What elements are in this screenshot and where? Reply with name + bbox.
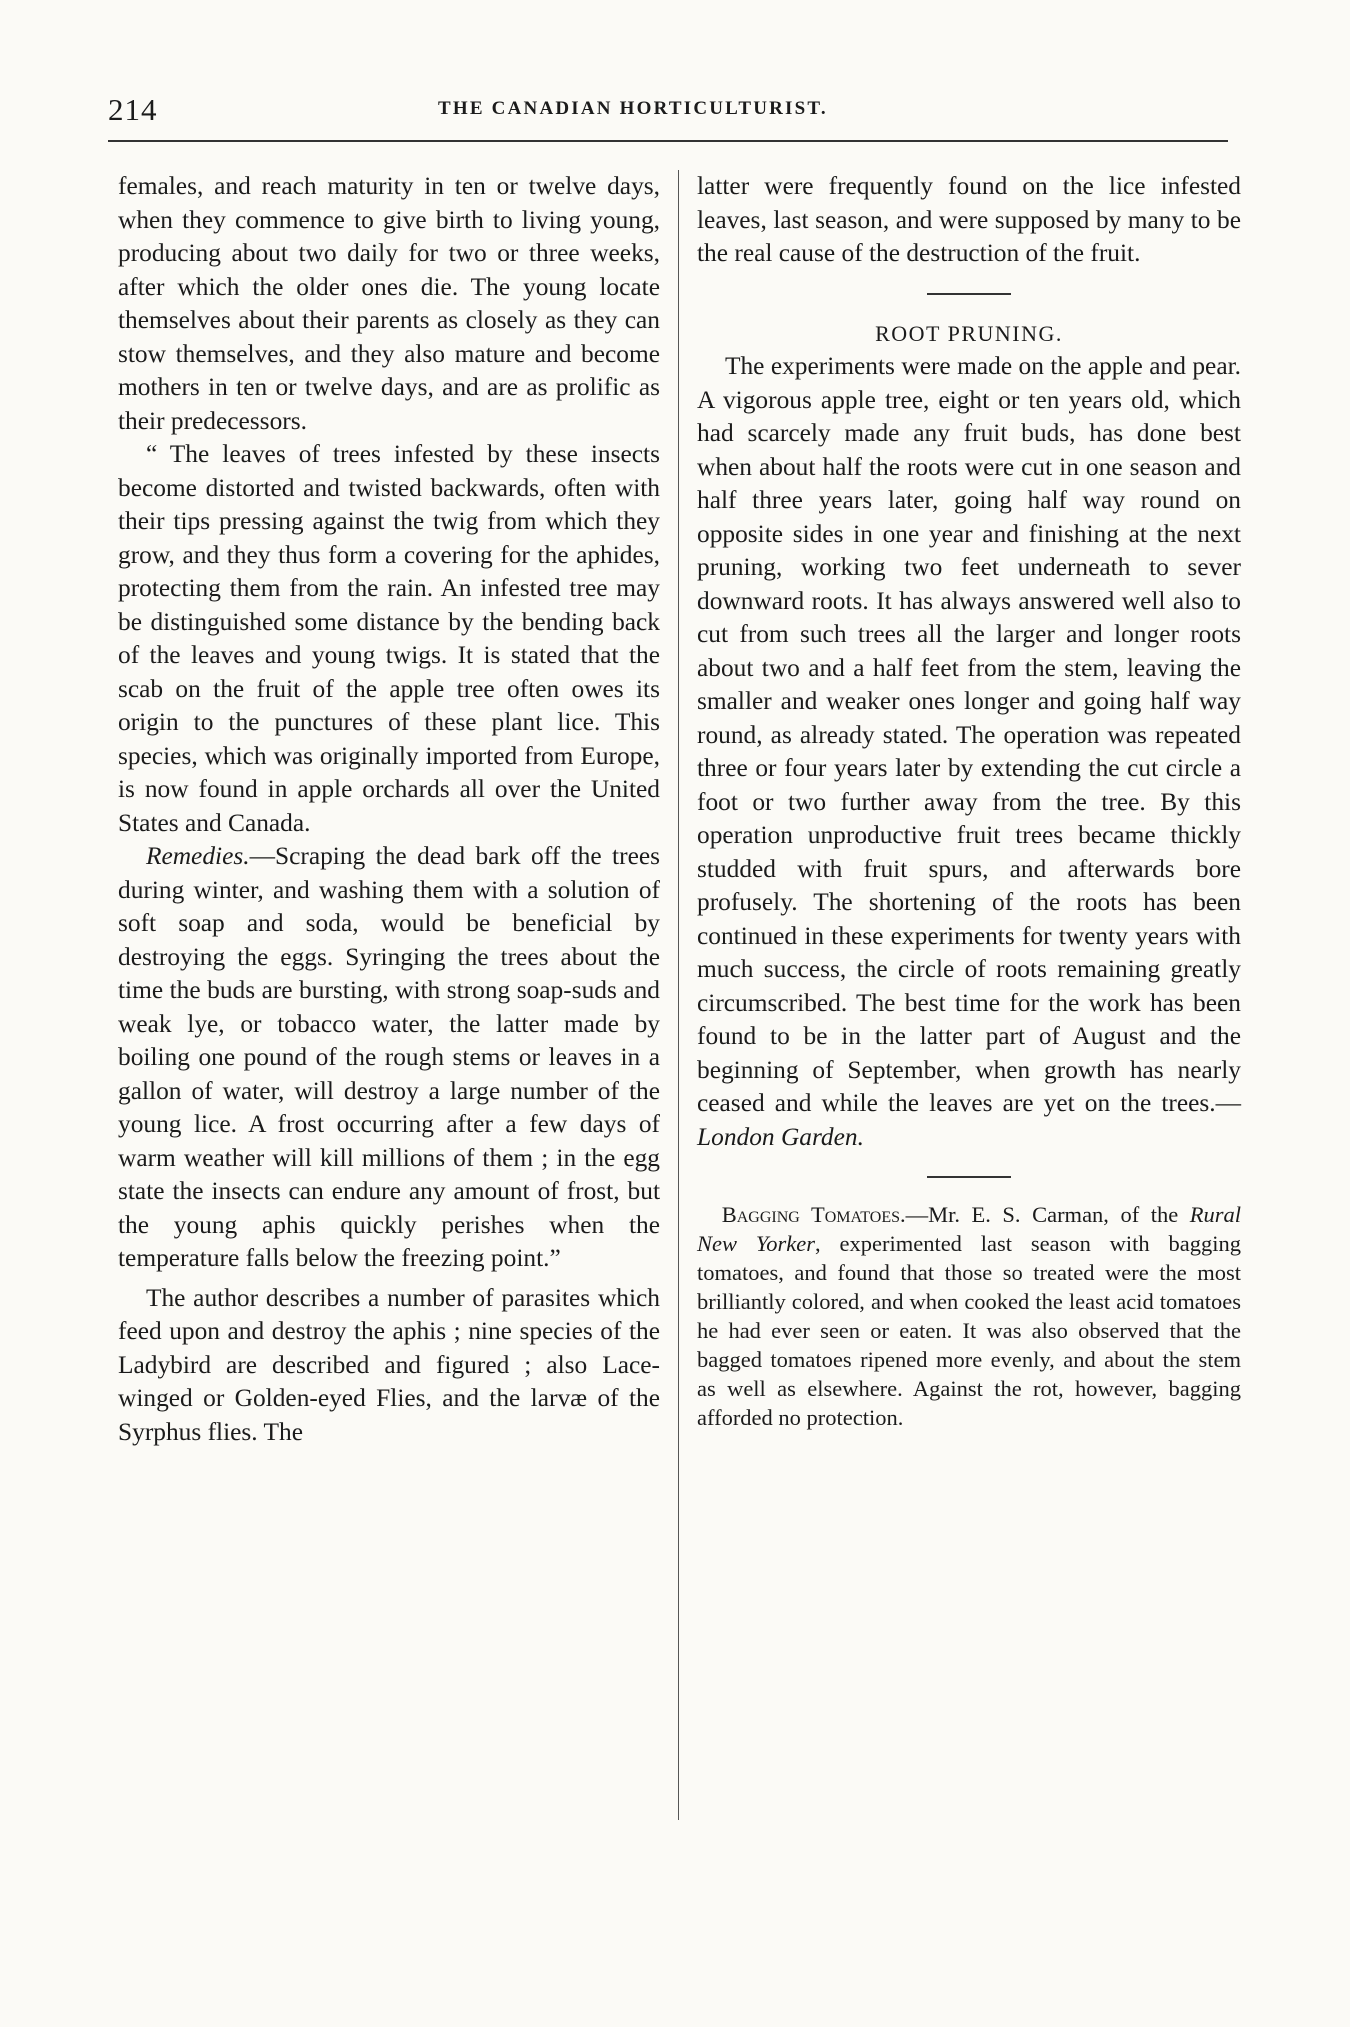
bagging-text-b: , experimented last season with bagging tomatoes, and found that those so treated were the most brilliantly colored, and when cooked the least acid tomatoes he had ever seen or eaten. It was also observed that the bagged tomatoes ripened more evenly, and about the stem as well as elsewhere. Against the rot, however, bagging afforded no protection. — [697, 1231, 1241, 1430]
root-pruning-heading: ROOT PRUNING. — [875, 320, 1063, 346]
paragraph-latter: latter were frequently found on the lice infested leaves, last season, and were supposed by many to be the real cause of the destruction of the fruit. — [697, 172, 1241, 267]
right-column — [697, 170, 1241, 1432]
bagging-text-a: —Mr. E. S. Carman, of the — [905, 1202, 1190, 1227]
section-divider — [927, 1176, 1011, 1178]
root-pruning-text: The experiments were made on the apple and pear. A vigorous apple tree, eight or ten years old, which had scarcely made any fruit buds, has done best when about half the roots were cut in one season and half three years later, going half way round on opposite sides in one year and finishing at the next pruning, working two feet underneath to sever downward roots. It has always answered well also to cut from such trees all the larger and longer roots about two and a half feet from the stem, leaving the smaller and weaker ones longer and going half way round, as already stated. The operation was repeated three or four years later by extending the cut circle a foot or two further away from the tree. By this operation unproductive fruit trees became thickly studded with fruit spurs, and afterwards bore profusely. The shortening of the roots has been continued in these experiments for twenty years with much success, the circle of roots remaining greatly circumscribed. The best time for the work has been found to be in the latter part of August and the beginning of September, when growth has nearly ceased and while the leaves are yet on the trees.— — [697, 352, 1241, 1117]
paragraph-root-pruning — [697, 350, 1241, 1154]
page-header — [108, 92, 1233, 132]
paragraph-quote: “ The leaves of trees infested by these insects become distorted and twisted backwards, often with their tips pressing against the twig from which they grow, and they thus form a covering for the aphides, protecting them from the rain. An infested tree may be distinguished some distance by the bending back of the leaves and young twigs. It is stated that the scab on the fruit of the apple tree often owes its origin to the punctures of these plant lice. This species, which was originally imported from Europe, is now found in apple orchards all over the United States and Canada. — [118, 440, 660, 837]
column-divider — [678, 170, 679, 1820]
paragraph-bagging-tomatoes — [697, 1200, 1241, 1432]
paragraph-remedies — [118, 840, 660, 1276]
source-citation: London Garden. — [697, 1122, 864, 1151]
header-rule — [108, 140, 1228, 142]
paragraph-continuation: females, and reach maturity in ten or twelve days, when they commence to give birth to living young, producing about two daily for two or three weeks, after which the older ones die. The young locate themselves about their parents as closely as they can stow themselves, and they also mature and become mothers in ten or twelve days, and are as prolific as their predecessors. — [118, 172, 660, 435]
publication-name: Rural New Yorker — [697, 1202, 1241, 1256]
remedies-text: —Scraping the dead bark off the trees during winter, and washing them with a solution of soft soap and soda, would be beneficial by destroying the eggs. Syringing the trees about the time the buds are bursting, with strong soap-suds and weak lye, or tobacco water, the latter made by boiling one pound of the rough stems or leaves in a gallon of water, will destroy a large number of the young lice. A frost occurring after a few days of warm weather will kill millions of them ; in the egg state the insects can endure any amount of frost, but the young aphis quickly perishes when the temperature falls below the freezing point.” — [118, 842, 660, 1272]
bagging-title: Bagging Tomatoes. — [721, 1202, 906, 1227]
paragraph-parasites: The author describes a number of parasites which feed upon and destroy the aphis ; nine species of the Ladybird are described and figured ; also Lace-winged or Golden-eyed Flies, and the larvæ of the Syrphus flies. The — [118, 1283, 660, 1446]
remedies-label: Remedies. — [145, 842, 250, 870]
left-column — [118, 170, 660, 1449]
running-title: THE CANADIAN HORTICULTURIST. — [438, 98, 828, 119]
page-number: 214 — [108, 92, 158, 127]
section-divider — [927, 293, 1011, 295]
